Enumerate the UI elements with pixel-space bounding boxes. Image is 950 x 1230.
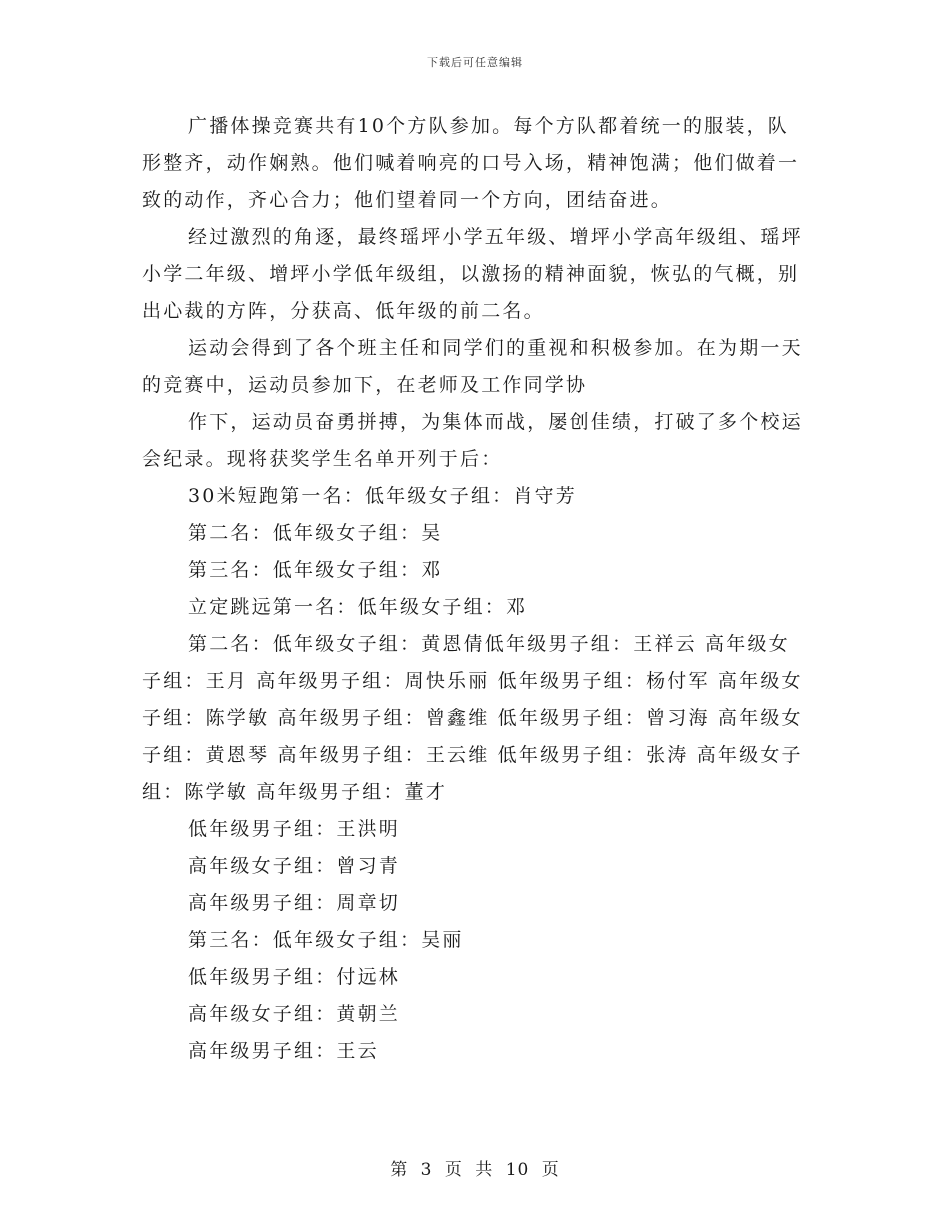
- list-item: 高年级男子组：王云: [188, 1040, 379, 1062]
- page-number: 第 3 页 共 10 页: [390, 1160, 560, 1180]
- paragraph-30m-first: 30米短跑第一名：低年级女子组：肖守芳: [188, 485, 577, 507]
- paragraph-long-jump-second: 第二名：低年级女子组：黄恩倩低年级男子组：王祥云 高年级女子组：王月 高年级男子组：周快乐丽 低年级男子组：杨付军 高年级女子组：陈学敏 高年级男子组：曾鑫维 低年级男子组：曾习海 高年级女子组：黄恩琴 高年级男子组：王云维 低年级男子组：张涛 高年级女子组：陈学敏 高年级男子组：董才: [142, 633, 803, 803]
- list-item: 第三名：低年级女子组：吴丽: [188, 929, 464, 951]
- paragraph-30m-second: 第二名：低年级女子组：吴: [188, 522, 443, 544]
- paragraph-competition-result: 经过激烈的角逐，最终瑶坪小学五年级、增坪小学高年级组、瑶坪小学二年级、增坪小学低年级组，以激扬的精神面貌，恢弘的气概，别出心裁的方阵，分获高、低年级的前二名。: [142, 226, 803, 322]
- paragraph-30m-third: 第三名：低年级女子组：邓: [188, 559, 443, 581]
- list-item: 低年级男子组：王洪明: [188, 818, 401, 840]
- list-item: 高年级男子组：周章切: [188, 892, 401, 914]
- page-header-note: 下载后可任意编辑: [427, 56, 523, 69]
- list-item: 低年级男子组：付远林: [188, 966, 401, 988]
- paragraph-sports-meet: 运动会得到了各个班主任和同学们的重视和积极参加。在为期一天的竞赛中，运动员参加下，在老师及工作同学协: [142, 337, 803, 396]
- paragraph-long-jump-first: 立定跳远第一名：低年级女子组：邓: [188, 596, 528, 618]
- document-body: [142, 108, 808, 1070]
- list-item: 高年级女子组：曾习青: [188, 855, 401, 877]
- list-item: 高年级女子组：黄朝兰: [188, 1003, 401, 1025]
- paragraph-broadcast-gymnastics: 广播体操竞赛共有10个方队参加。每个方队都着统一的服装，队形整齐，动作娴熟。他们喊着响亮的口号入场，精神饱满；他们做着一致的动作，齐心合力；他们望着同一个方向，团结奋进。: [142, 115, 800, 211]
- paragraph-athletes: 作下，运动员奋勇拼搏，为集体而战，屡创佳绩，打破了多个校运会纪录。现将获奖学生名单开列于后：: [142, 411, 803, 470]
